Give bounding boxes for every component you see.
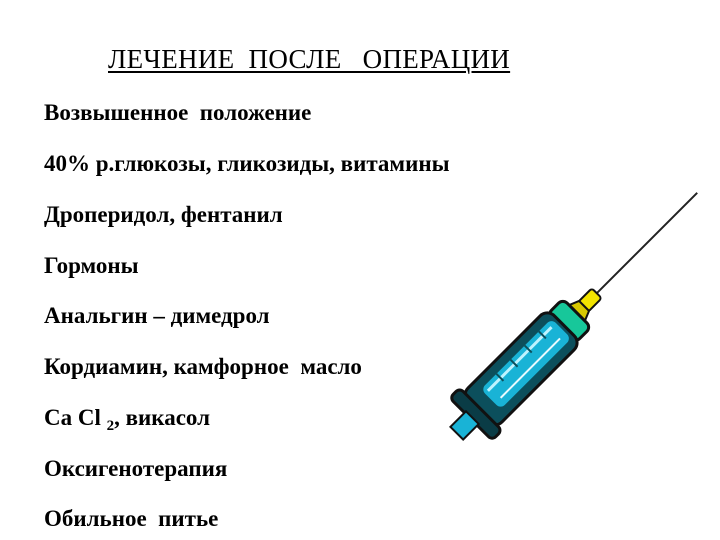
list-item: Возвышенное положение	[44, 100, 312, 125]
cacl-prefix: Ca Cl	[44, 405, 107, 430]
cacl-suffix: , викасол	[114, 405, 211, 430]
slide-title: ЛЕЧЕНИЕ ПОСЛЕ ОПЕРАЦИИ	[108, 44, 511, 74]
list-item: 40% р.глюкозы, гликозиды, витамины	[44, 151, 450, 176]
list-item: Оксигенотерапия	[44, 456, 228, 481]
list-item: Кордиамин, камфорное масло	[44, 354, 362, 379]
syringe-icon	[440, 190, 700, 450]
list-item: Обильное питье	[44, 506, 219, 531]
list-item: Гормоны	[44, 253, 139, 278]
list-item: Анальгин – димедрол	[44, 303, 270, 328]
cacl-subscript: 2	[106, 418, 115, 434]
list-item: Дроперидол, фентанил	[44, 202, 283, 227]
list-item-cacl	[44, 405, 210, 435]
